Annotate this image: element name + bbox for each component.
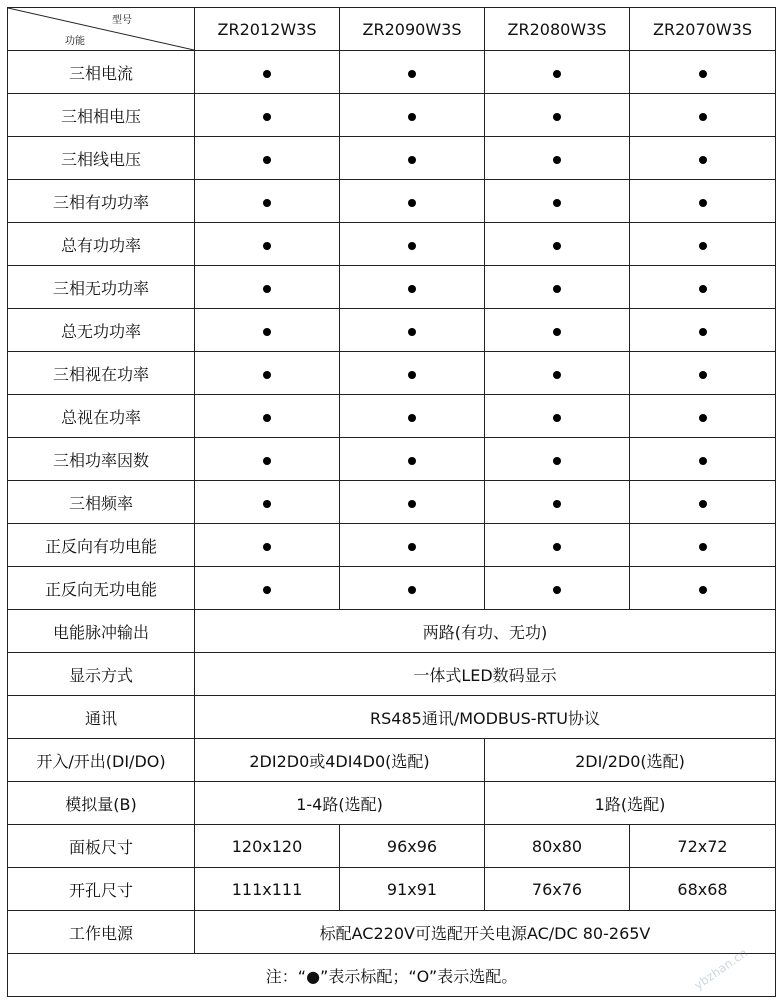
feature-label: 总无功功率: [8, 309, 195, 352]
standard-mark-cell: [630, 352, 776, 395]
diagonal-divider: [8, 8, 194, 50]
standard-dot-icon: [263, 414, 271, 422]
row-label: 通讯: [8, 696, 195, 739]
di-do-row: [8, 739, 776, 782]
feature-row: [8, 180, 776, 223]
feature-row: [8, 524, 776, 567]
spec-table-body: [8, 8, 776, 997]
standard-mark-cell: [485, 481, 630, 524]
pulse-output-value: 两路(有功、无功): [195, 610, 776, 653]
standard-dot-icon: [408, 500, 416, 508]
panel-size-value: 96x96: [340, 825, 485, 868]
standard-mark-cell: [630, 223, 776, 266]
panel-size-value: 80x80: [485, 825, 630, 868]
standard-mark-cell: [195, 481, 340, 524]
standard-dot-icon: [263, 113, 271, 121]
feature-row: [8, 137, 776, 180]
standard-dot-icon: [699, 70, 707, 78]
feature-label: 正反向有功电能: [8, 524, 195, 567]
standard-mark-cell: [340, 567, 485, 610]
standard-mark-cell: [340, 524, 485, 567]
standard-mark-cell: [340, 266, 485, 309]
row-label: 开入/开出(DI/DO): [8, 739, 195, 782]
standard-dot-icon: [263, 371, 271, 379]
cutout-size-value: 91x91: [340, 868, 485, 911]
standard-dot-icon: [408, 328, 416, 336]
panel-size-value: 120x120: [195, 825, 340, 868]
standard-mark-cell: [485, 524, 630, 567]
standard-mark-cell: [195, 395, 340, 438]
standard-mark-cell: [195, 352, 340, 395]
cutout-size-row: [8, 868, 776, 911]
standard-dot-icon: [263, 242, 271, 250]
display-mode-row: [8, 653, 776, 696]
standard-mark-cell: [485, 395, 630, 438]
standard-dot-icon: [699, 586, 707, 594]
standard-dot-icon: [408, 156, 416, 164]
standard-dot-icon: [263, 70, 271, 78]
row-label: 面板尺寸: [8, 825, 195, 868]
standard-dot-icon: [408, 371, 416, 379]
display-mode-value: 一体式LED数码显示: [195, 653, 776, 696]
standard-mark-cell: [195, 180, 340, 223]
function-axis-label: 功能: [65, 36, 85, 47]
standard-dot-icon: [699, 199, 707, 207]
standard-mark-cell: [630, 395, 776, 438]
standard-mark-cell: [485, 309, 630, 352]
standard-dot-icon: [263, 156, 271, 164]
standard-mark-cell: [340, 438, 485, 481]
standard-dot-icon: [263, 586, 271, 594]
standard-dot-icon: [699, 285, 707, 293]
standard-dot-icon: [553, 328, 561, 336]
standard-dot-icon: [553, 242, 561, 250]
standard-dot-icon: [553, 414, 561, 422]
feature-row: [8, 94, 776, 137]
standard-dot-icon: [263, 328, 271, 336]
model-header: ZR2070W3S: [630, 8, 776, 51]
legend-note: 注：“●”表示标配；“O”表示选配。: [8, 954, 776, 997]
standard-mark-cell: [630, 137, 776, 180]
standard-dot-icon: [553, 457, 561, 465]
standard-mark-cell: [340, 223, 485, 266]
row-label: 电能脉冲输出: [8, 610, 195, 653]
standard-mark-cell: [485, 180, 630, 223]
feature-label: 三相线电压: [8, 137, 195, 180]
standard-dot-icon: [408, 199, 416, 207]
standard-mark-cell: [630, 438, 776, 481]
power-supply-value: 标配AC220V可选配开关电源AC/DC 80-265V: [195, 911, 776, 954]
standard-mark-cell: [195, 137, 340, 180]
standard-dot-icon: [553, 156, 561, 164]
model-axis-label: 型号: [112, 15, 132, 26]
standard-dot-icon: [263, 543, 271, 551]
standard-dot-icon: [699, 242, 707, 250]
feature-row: [8, 438, 776, 481]
standard-dot-icon: [408, 586, 416, 594]
standard-mark-cell: [485, 352, 630, 395]
standard-dot-icon: [699, 156, 707, 164]
communication-value: RS485通讯/MODBUS-RTU协议: [195, 696, 776, 739]
standard-dot-icon: [553, 500, 561, 508]
standard-dot-icon: [553, 113, 561, 121]
standard-mark-cell: [340, 309, 485, 352]
standard-dot-icon: [263, 285, 271, 293]
standard-mark-cell: [340, 395, 485, 438]
feature-label: 三相无功功率: [8, 266, 195, 309]
feature-label: 总有功功率: [8, 223, 195, 266]
standard-dot-icon: [699, 500, 707, 508]
standard-mark-cell: [485, 51, 630, 94]
analog-value-left: 1-4路(选配): [195, 782, 485, 825]
standard-mark-cell: [195, 524, 340, 567]
cutout-size-value: 76x76: [485, 868, 630, 911]
feature-row: [8, 223, 776, 266]
feature-label: 三相电流: [8, 51, 195, 94]
standard-dot-icon: [263, 199, 271, 207]
standard-mark-cell: [630, 51, 776, 94]
model-header: ZR2090W3S: [340, 8, 485, 51]
standard-mark-cell: [340, 481, 485, 524]
standard-mark-cell: [340, 352, 485, 395]
standard-mark-cell: [340, 51, 485, 94]
feature-label: 三相有功功率: [8, 180, 195, 223]
standard-mark-cell: [485, 266, 630, 309]
standard-mark-cell: [195, 567, 340, 610]
standard-mark-cell: [340, 94, 485, 137]
standard-mark-cell: [195, 266, 340, 309]
standard-dot-icon: [408, 414, 416, 422]
standard-mark-cell: [340, 137, 485, 180]
spec-table: [7, 7, 776, 997]
header-corner-cell: [8, 8, 195, 51]
standard-dot-icon: [553, 199, 561, 207]
standard-dot-icon: [553, 543, 561, 551]
standard-mark-cell: [630, 94, 776, 137]
feature-row: [8, 567, 776, 610]
feature-row: [8, 395, 776, 438]
note-row: [8, 954, 776, 997]
standard-dot-icon: [699, 457, 707, 465]
standard-mark-cell: [630, 567, 776, 610]
standard-mark-cell: [485, 94, 630, 137]
standard-mark-cell: [485, 567, 630, 610]
standard-mark-cell: [485, 137, 630, 180]
standard-mark-cell: [630, 180, 776, 223]
standard-dot-icon: [699, 328, 707, 336]
feature-row: [8, 309, 776, 352]
di-do-value-right: 2DI/2D0(选配): [485, 739, 776, 782]
row-label: 模拟量(B): [8, 782, 195, 825]
analog-value-right: 1路(选配): [485, 782, 776, 825]
communication-row: [8, 696, 776, 739]
feature-label: 正反向无功电能: [8, 567, 195, 610]
standard-mark-cell: [195, 309, 340, 352]
standard-dot-icon: [408, 70, 416, 78]
standard-dot-icon: [263, 457, 271, 465]
row-label: 开孔尺寸: [8, 868, 195, 911]
standard-mark-cell: [485, 438, 630, 481]
standard-mark-cell: [195, 223, 340, 266]
standard-dot-icon: [408, 242, 416, 250]
analog-row: [8, 782, 776, 825]
power-supply-row: [8, 911, 776, 954]
standard-mark-cell: [630, 481, 776, 524]
watermark: ybzhan.cn: [691, 945, 751, 993]
standard-dot-icon: [408, 457, 416, 465]
pulse-output-row: [8, 610, 776, 653]
header-row: [8, 8, 776, 51]
feature-row: [8, 51, 776, 94]
standard-dot-icon: [553, 285, 561, 293]
feature-label: 三相相电压: [8, 94, 195, 137]
standard-mark-cell: [195, 94, 340, 137]
standard-mark-cell: [485, 223, 630, 266]
standard-dot-icon: [408, 113, 416, 121]
cutout-size-value: 68x68: [630, 868, 776, 911]
standard-dot-icon: [553, 371, 561, 379]
standard-dot-icon: [699, 113, 707, 121]
standard-mark-cell: [195, 51, 340, 94]
standard-dot-icon: [408, 543, 416, 551]
di-do-value-left: 2DI2D0或4DI4D0(选配): [195, 739, 485, 782]
standard-dot-icon: [408, 285, 416, 293]
feature-row: [8, 481, 776, 524]
standard-dot-icon: [699, 371, 707, 379]
cutout-size-value: 111x111: [195, 868, 340, 911]
feature-label: 总视在功率: [8, 395, 195, 438]
row-label: 工作电源: [8, 911, 195, 954]
standard-mark-cell: [195, 438, 340, 481]
panel-size-value: 72x72: [630, 825, 776, 868]
standard-dot-icon: [553, 586, 561, 594]
model-header: ZR2080W3S: [485, 8, 630, 51]
feature-label: 三相功率因数: [8, 438, 195, 481]
standard-mark-cell: [630, 266, 776, 309]
standard-mark-cell: [630, 309, 776, 352]
standard-dot-icon: [553, 70, 561, 78]
standard-dot-icon: [699, 414, 707, 422]
row-label: 显示方式: [8, 653, 195, 696]
standard-dot-icon: [699, 543, 707, 551]
panel-size-row: [8, 825, 776, 868]
standard-dot-icon: [263, 500, 271, 508]
feature-row: [8, 352, 776, 395]
feature-label: 三相视在功率: [8, 352, 195, 395]
model-header: ZR2012W3S: [195, 8, 340, 51]
standard-mark-cell: [340, 180, 485, 223]
standard-mark-cell: [630, 524, 776, 567]
feature-row: [8, 266, 776, 309]
feature-label: 三相频率: [8, 481, 195, 524]
